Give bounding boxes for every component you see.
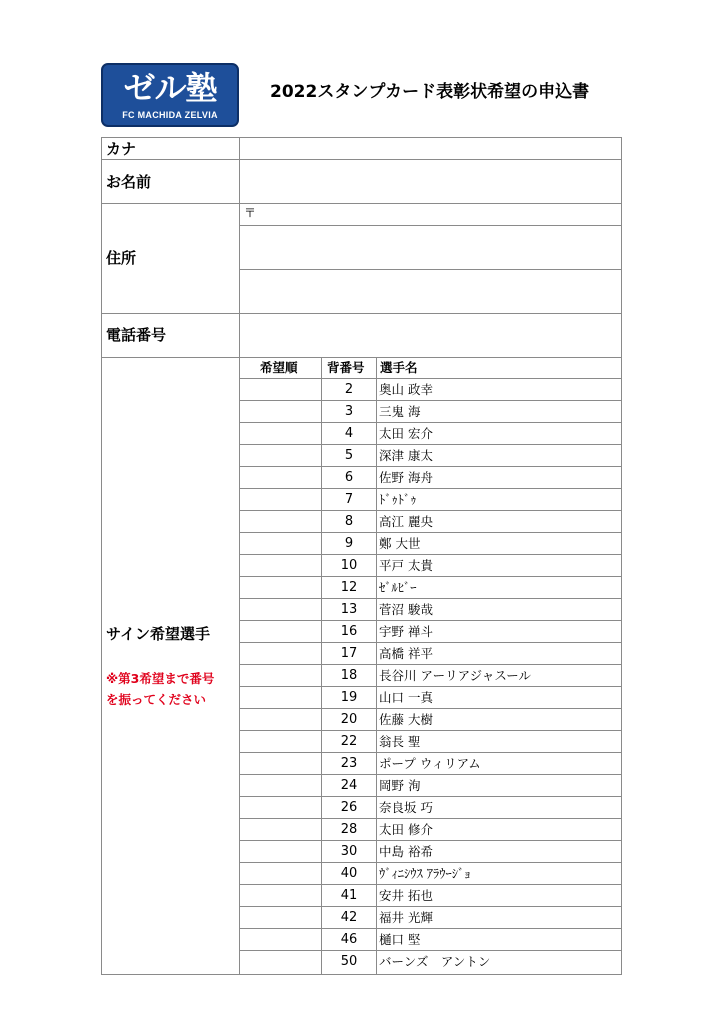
phone-field[interactable] [240,314,621,357]
jersey-number: 3 [344,404,354,419]
preference-order-input[interactable] [240,445,321,467]
instruction-note-line: ※第3希望まで番号 [106,671,215,686]
preference-order-input[interactable] [240,753,321,775]
preference-order-input[interactable] [240,511,321,533]
jersey-number: 22 [340,734,358,749]
jersey-number: 4 [344,426,354,441]
form-title: 2022スタンプカード表彰状希望の申込書 [270,82,590,102]
player-name: 翁長 聖 [379,734,421,749]
address-field-line1[interactable] [240,226,621,269]
preference-order-input[interactable] [240,555,321,577]
player-name: 奈良坂 巧 [379,800,433,815]
jersey-number: 2 [344,382,354,397]
jersey-number: 23 [340,756,358,771]
player-name: 佐野 海舟 [379,470,433,485]
preference-order-input[interactable] [240,775,321,797]
player-name: 福井 光輝 [379,910,433,925]
player-name: 太田 宏介 [379,426,433,441]
postal-mark: 〒 [244,206,257,220]
jersey-number: 24 [340,778,358,793]
jersey-number: 13 [340,602,358,617]
preference-order-input[interactable] [240,709,321,731]
jersey-number: 26 [340,800,358,815]
instruction-note [106,668,214,710]
player-name: 中島 裕希 [379,844,433,859]
preference-order-input[interactable] [240,929,321,951]
preference-order-input[interactable] [240,489,321,511]
preference-order-input[interactable] [240,907,321,929]
address-label: 住所 [106,249,137,267]
player-name: 佐藤 大樹 [379,712,433,727]
player-name: 宇野 禅斗 [379,624,433,639]
jersey-number: 19 [340,690,358,705]
preference-order-input[interactable] [240,665,321,687]
preference-order-input[interactable] [240,401,321,423]
jersey-number: 8 [344,514,354,529]
player-name: 平戸 太貴 [379,558,433,573]
jersey-number: 40 [340,866,358,881]
preference-order-input[interactable] [240,797,321,819]
preference-order-input[interactable] [240,423,321,445]
name-label: お名前 [106,173,152,191]
player-name: 菅沼 駿哉 [379,602,433,617]
player-name: 安井 拓也 [379,888,433,903]
jersey-number: 16 [340,624,358,639]
address-field-line2[interactable] [240,270,621,313]
jersey-number: 50 [340,954,358,969]
player-name: 岡野 洵 [379,778,421,793]
header-jersey-number: 背番号 [327,360,365,375]
preference-order-input[interactable] [240,863,321,885]
jersey-number: 46 [340,932,358,947]
preference-order-input[interactable] [240,643,321,665]
jersey-number: 7 [344,492,354,507]
preference-order-input[interactable] [240,577,321,599]
preference-order-input[interactable] [240,379,321,401]
jersey-number: 18 [340,668,358,683]
player-name: 高橋 祥平 [379,646,433,661]
player-name: 長谷川 アーリアジャスール [379,668,531,683]
player-name: 鄭 大世 [379,536,421,551]
preference-order-input[interactable] [240,599,321,621]
preference-order-input[interactable] [240,841,321,863]
jersey-number: 17 [340,646,358,661]
jersey-number: 9 [344,536,354,551]
sign-request-label: サイン希望選手 [106,625,210,643]
postal-code-field[interactable] [240,204,621,225]
jersey-number: 30 [340,844,358,859]
kana-label: カナ [106,140,137,158]
player-name: ﾄﾞｩﾄﾞｩ [379,492,417,507]
preference-order-input[interactable] [240,885,321,907]
zelvia-logo [101,63,239,127]
player-name: 高江 麗央 [379,514,433,529]
player-name: 奥山 政幸 [379,382,433,397]
preference-order-input[interactable] [240,533,321,555]
jersey-number: 42 [340,910,358,925]
logo-sub-text: FC MACHIDA ZELVIA [122,110,218,120]
preference-order-input[interactable] [240,951,321,973]
jersey-number: 20 [340,712,358,727]
player-name: 樋口 堅 [379,932,421,947]
player-name: 深津 康太 [379,448,433,463]
header-preference-order: 希望順 [260,360,298,375]
player-name: 山口 一真 [379,690,433,705]
player-name: 三鬼 海 [379,404,421,419]
jersey-number: 5 [344,448,354,463]
phone-label: 電話番号 [106,326,167,344]
header-player-name: 選手名 [380,360,418,375]
kana-field[interactable] [240,138,621,159]
preference-order-input[interactable] [240,467,321,489]
player-name: バーンズ アントン [379,954,491,969]
preference-order-input[interactable] [240,687,321,709]
jersey-number: 10 [340,558,358,573]
preference-order-input[interactable] [240,819,321,841]
logo-main-text: ゼル塾 [123,69,217,107]
jersey-number: 41 [340,888,358,903]
jersey-number: 6 [344,470,354,485]
name-field[interactable] [240,160,621,203]
player-name: ポープ ウィリアム [379,756,481,771]
jersey-number: 12 [340,580,358,595]
player-name: ｾﾞﾙﾋﾞｰ [379,580,417,595]
jersey-number: 28 [340,822,358,837]
instruction-note-line: を振ってください [106,692,207,707]
player-name: 太田 修介 [379,822,433,837]
preference-order-input[interactable] [240,621,321,643]
player-name: ｳﾞｨﾆｼｳｽ ｱﾗｳｰｼﾞｮ [379,866,471,881]
preference-order-input[interactable] [240,731,321,753]
name-column-divider [376,357,377,975]
